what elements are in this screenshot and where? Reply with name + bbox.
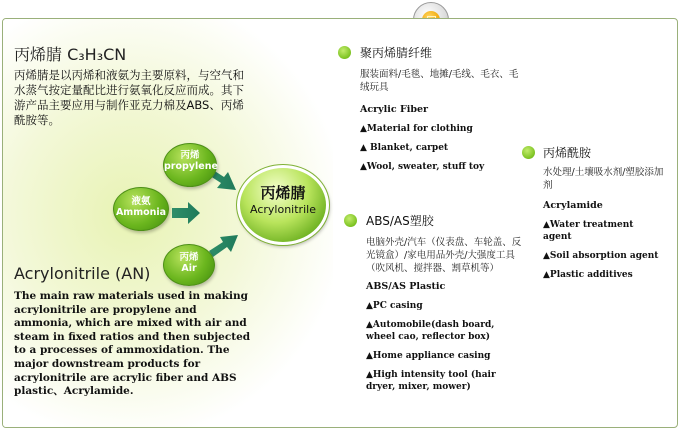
input-propylene	[163, 143, 217, 187]
title-chinese: 丙烯腈 C₃H₃CN	[14, 45, 127, 64]
acrylamide-en-heading: Acrylamide	[543, 200, 603, 211]
product-cn: 丙烯腈	[260, 184, 306, 202]
propylene-en: propylene	[164, 161, 218, 172]
abs-item: ▲High intensity tool (hair dryer, mixer, mower)	[366, 370, 496, 392]
description-english: The main raw materials used in making acrylonitrile are propylene and ammonia, which are mixed with air and steam in fixed ratios and then subjected to a processes of ammoxidation. The major downstream products for acrylonitrile are acrylic fiber and ABS plastic、Acrylamide.	[14, 290, 251, 398]
abs-item: ▲PC casing	[366, 301, 423, 311]
acrylamide-block	[543, 166, 665, 288]
fiber-en-heading: Acrylic Fiber	[360, 104, 429, 115]
fiber-block	[360, 68, 520, 180]
fiber-heading: 聚丙烯腈纤维	[360, 46, 433, 60]
arrow-ammonia	[172, 202, 200, 224]
fiber-item: ▲Material for clothing	[360, 124, 473, 134]
title-english: Acrylonitrile (AN)	[14, 264, 151, 283]
propylene-cn: 丙烯	[180, 150, 200, 161]
acrylamide-item: ▲Soil absorption agent	[543, 251, 659, 261]
description-chinese: 丙烯腈是以丙烯和液氨为主要原料，与空气和水蒸气按定量配比进行氨氧化反应而成。其下游产品主要应用与制作亚克力棉及ABS、丙烯酰胺等。	[14, 68, 244, 127]
fiber-item: ▲ Blanket, carpet	[360, 143, 449, 153]
product-en: Acrylonitrile	[250, 203, 316, 216]
abs-heading: ABS/AS塑胶	[366, 214, 434, 228]
acrylamide-heading: 丙烯酰胺	[543, 146, 592, 160]
acrylamide-item: ▲Plastic additives	[543, 270, 633, 280]
abs-en-heading: ABS/AS Plastic	[366, 281, 446, 292]
abs-item: ▲Automobile(dash board, wheel cao, reflector box)	[366, 320, 495, 342]
abs-block	[366, 236, 526, 400]
fiber-cn-desc: 服装面料/毛毯、地摊/毛线、毛衣、毛绒玩具	[360, 69, 519, 93]
ammonia-cn: 液氨	[131, 196, 151, 207]
abs-item: ▲Home appliance casing	[366, 351, 491, 361]
ammonia-en: Ammonia	[115, 207, 167, 218]
acrylamide-item: ▲Water treatment agent	[543, 220, 634, 242]
bullet-dot-icon	[344, 214, 357, 227]
input-air	[163, 244, 215, 286]
bullet-dot-icon	[522, 146, 535, 159]
bullet-dot-icon	[338, 46, 351, 59]
product-acrylonitrile	[237, 165, 329, 245]
abs-cn-desc: 电脑外壳/汽车（仪表盘、车轮盖、反光镜盒）/家电用品外壳/大强度工具（吹风机、搅拌器、割草机等）	[366, 237, 522, 274]
input-ammonia	[113, 187, 169, 231]
fiber-item: ▲Wool, sweater, stuff toy	[360, 162, 485, 172]
acrylamide-cn-desc: 水处理/土壤吸水剂/塑胶添加剂	[543, 167, 664, 191]
air-en: Air	[181, 263, 197, 274]
air-cn: 丙烯	[179, 252, 199, 263]
